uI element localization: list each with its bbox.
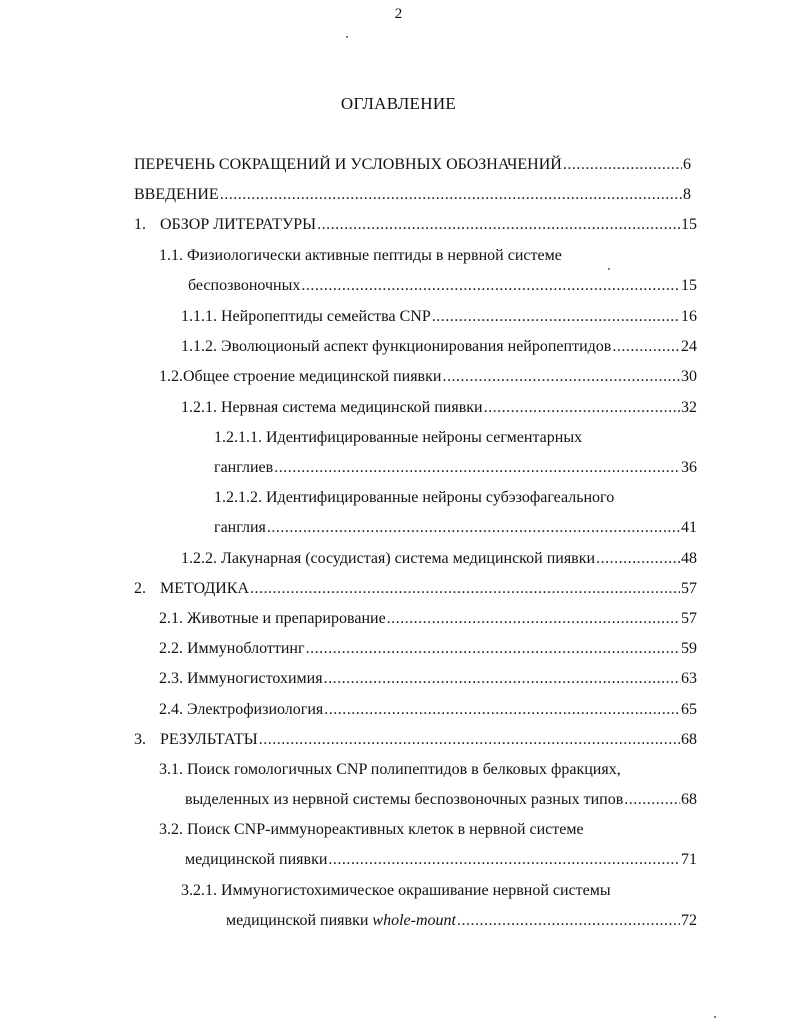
- dot-leader: [624, 788, 680, 812]
- entry-title: 1.1. Физиологически активные пептиды в нервной системе: [159, 247, 562, 264]
- entry-title: 1.2.Общее строение медицинской пиявки: [159, 368, 442, 385]
- entry-title: 1.2.1. Нервная система медицинской пиявки: [181, 399, 483, 416]
- entry-page: 41: [681, 519, 697, 536]
- entry-page: 15: [681, 277, 697, 294]
- dot-leader: [612, 335, 680, 359]
- entry-page: 32: [681, 399, 697, 416]
- entry-title-continued: беспозвоночных: [188, 277, 301, 294]
- entry-page: 59: [681, 640, 697, 657]
- dot-leader: [457, 909, 680, 933]
- entry-title: 3.2.1. Иммуногистохимическое окрашивание нервной системы: [181, 882, 611, 899]
- entry-page: 6: [683, 156, 691, 173]
- entry-number: 2.: [134, 580, 146, 597]
- entry-title-italic: whole-mount: [372, 912, 456, 929]
- entry-title: 1.1.2. Эволюционый аспект функционирования нейропептидов: [181, 338, 612, 355]
- entry-title-continued: ганглия: [214, 519, 266, 536]
- entry-page: 36: [681, 459, 697, 476]
- dot-leader: [484, 396, 680, 420]
- dot-leader: [306, 637, 680, 661]
- entry-title: ПЕРЕЧЕНЬ СОКРАЩЕНИЙ И УСЛОВНЫХ ОБОЗНАЧЕНИЙ: [134, 156, 562, 173]
- entry-page: 57: [681, 610, 697, 627]
- dot-leader: [220, 183, 682, 207]
- entry-page: 24: [681, 338, 697, 355]
- dot-leader: [250, 577, 680, 601]
- entry-page: 15: [681, 216, 697, 233]
- dot-leader: [563, 153, 682, 177]
- scan-speck: [346, 36, 348, 38]
- dot-leader: [259, 728, 680, 752]
- dot-leader: [328, 848, 680, 872]
- entry-page: 8: [683, 186, 691, 203]
- dot-leader: [274, 456, 680, 480]
- toc-title: ОГЛАВЛЕНИЕ: [340, 94, 457, 113]
- entry-page: 68: [681, 791, 697, 808]
- entry-page: 68: [681, 731, 697, 748]
- page-number: 2: [394, 6, 403, 22]
- dot-leader: [596, 547, 680, 571]
- entry-title: 1.2.1.2. Идентифицированные нейроны субэзофагеального: [214, 489, 615, 506]
- entry-page: 71: [681, 851, 697, 868]
- entry-page: 72: [681, 912, 697, 929]
- entry-title: 3.2. Поиск CNP-иммунореактивных клеток в нервной системе: [159, 821, 584, 838]
- entry-title: 1.2.1.1. Идентифицированные нейроны сегментарных: [214, 429, 583, 446]
- dot-leader: [267, 516, 680, 540]
- dot-leader: [387, 607, 680, 631]
- entry-title-continued: медицинской пиявки: [226, 912, 373, 929]
- dot-leader: [442, 365, 680, 389]
- entry-page: 16: [681, 308, 697, 325]
- dot-leader: [301, 274, 680, 298]
- entry-title: 2.1. Животные и препарирование: [159, 610, 386, 627]
- entry-number: 1.: [134, 216, 146, 233]
- entry-page: 48: [681, 550, 697, 567]
- entry-title: ОБЗОР ЛИТЕРАТУРЫ: [160, 216, 317, 233]
- entry-title: 3.1. Поиск гомологичных CNP полипептидов в белковых фракциях,: [159, 761, 621, 778]
- dot-leader: [324, 667, 680, 691]
- scan-speck: [714, 1016, 716, 1018]
- entry-title: 2.4. Электрофизиология: [159, 701, 324, 718]
- entry-title-continued: выделенных из нервной системы беспозвоночных разных типов: [185, 791, 624, 808]
- entry-title: ВВЕДЕНИЕ: [134, 186, 219, 203]
- dot-leader: [317, 213, 680, 237]
- entry-title-continued: медицинской пиявки: [185, 851, 328, 868]
- entry-title: 1.2.2. Лакунарная (сосудистая) система медицинской пиявки: [181, 550, 596, 567]
- entry-title: 2.3. Иммуногистохимия: [159, 670, 323, 687]
- entry-title: 1.1.1. Нейропептиды семейства CNP: [181, 308, 431, 325]
- entry-title: 2.2. Иммуноблоттинг: [159, 640, 305, 657]
- dot-leader: [432, 305, 680, 329]
- entry-page: 63: [681, 670, 697, 687]
- entry-page: 65: [681, 701, 697, 718]
- scan-speck: [608, 268, 610, 270]
- entry-page: 57: [681, 580, 697, 597]
- entry-title-continued: ганглиев: [214, 459, 274, 476]
- entry-number: 3.: [134, 731, 146, 748]
- dot-leader: [324, 698, 680, 722]
- entry-title: РЕЗУЛЬТАТЫ: [160, 731, 258, 748]
- entry-title: МЕТОДИКА: [160, 580, 250, 597]
- entry-page: 30: [681, 368, 697, 385]
